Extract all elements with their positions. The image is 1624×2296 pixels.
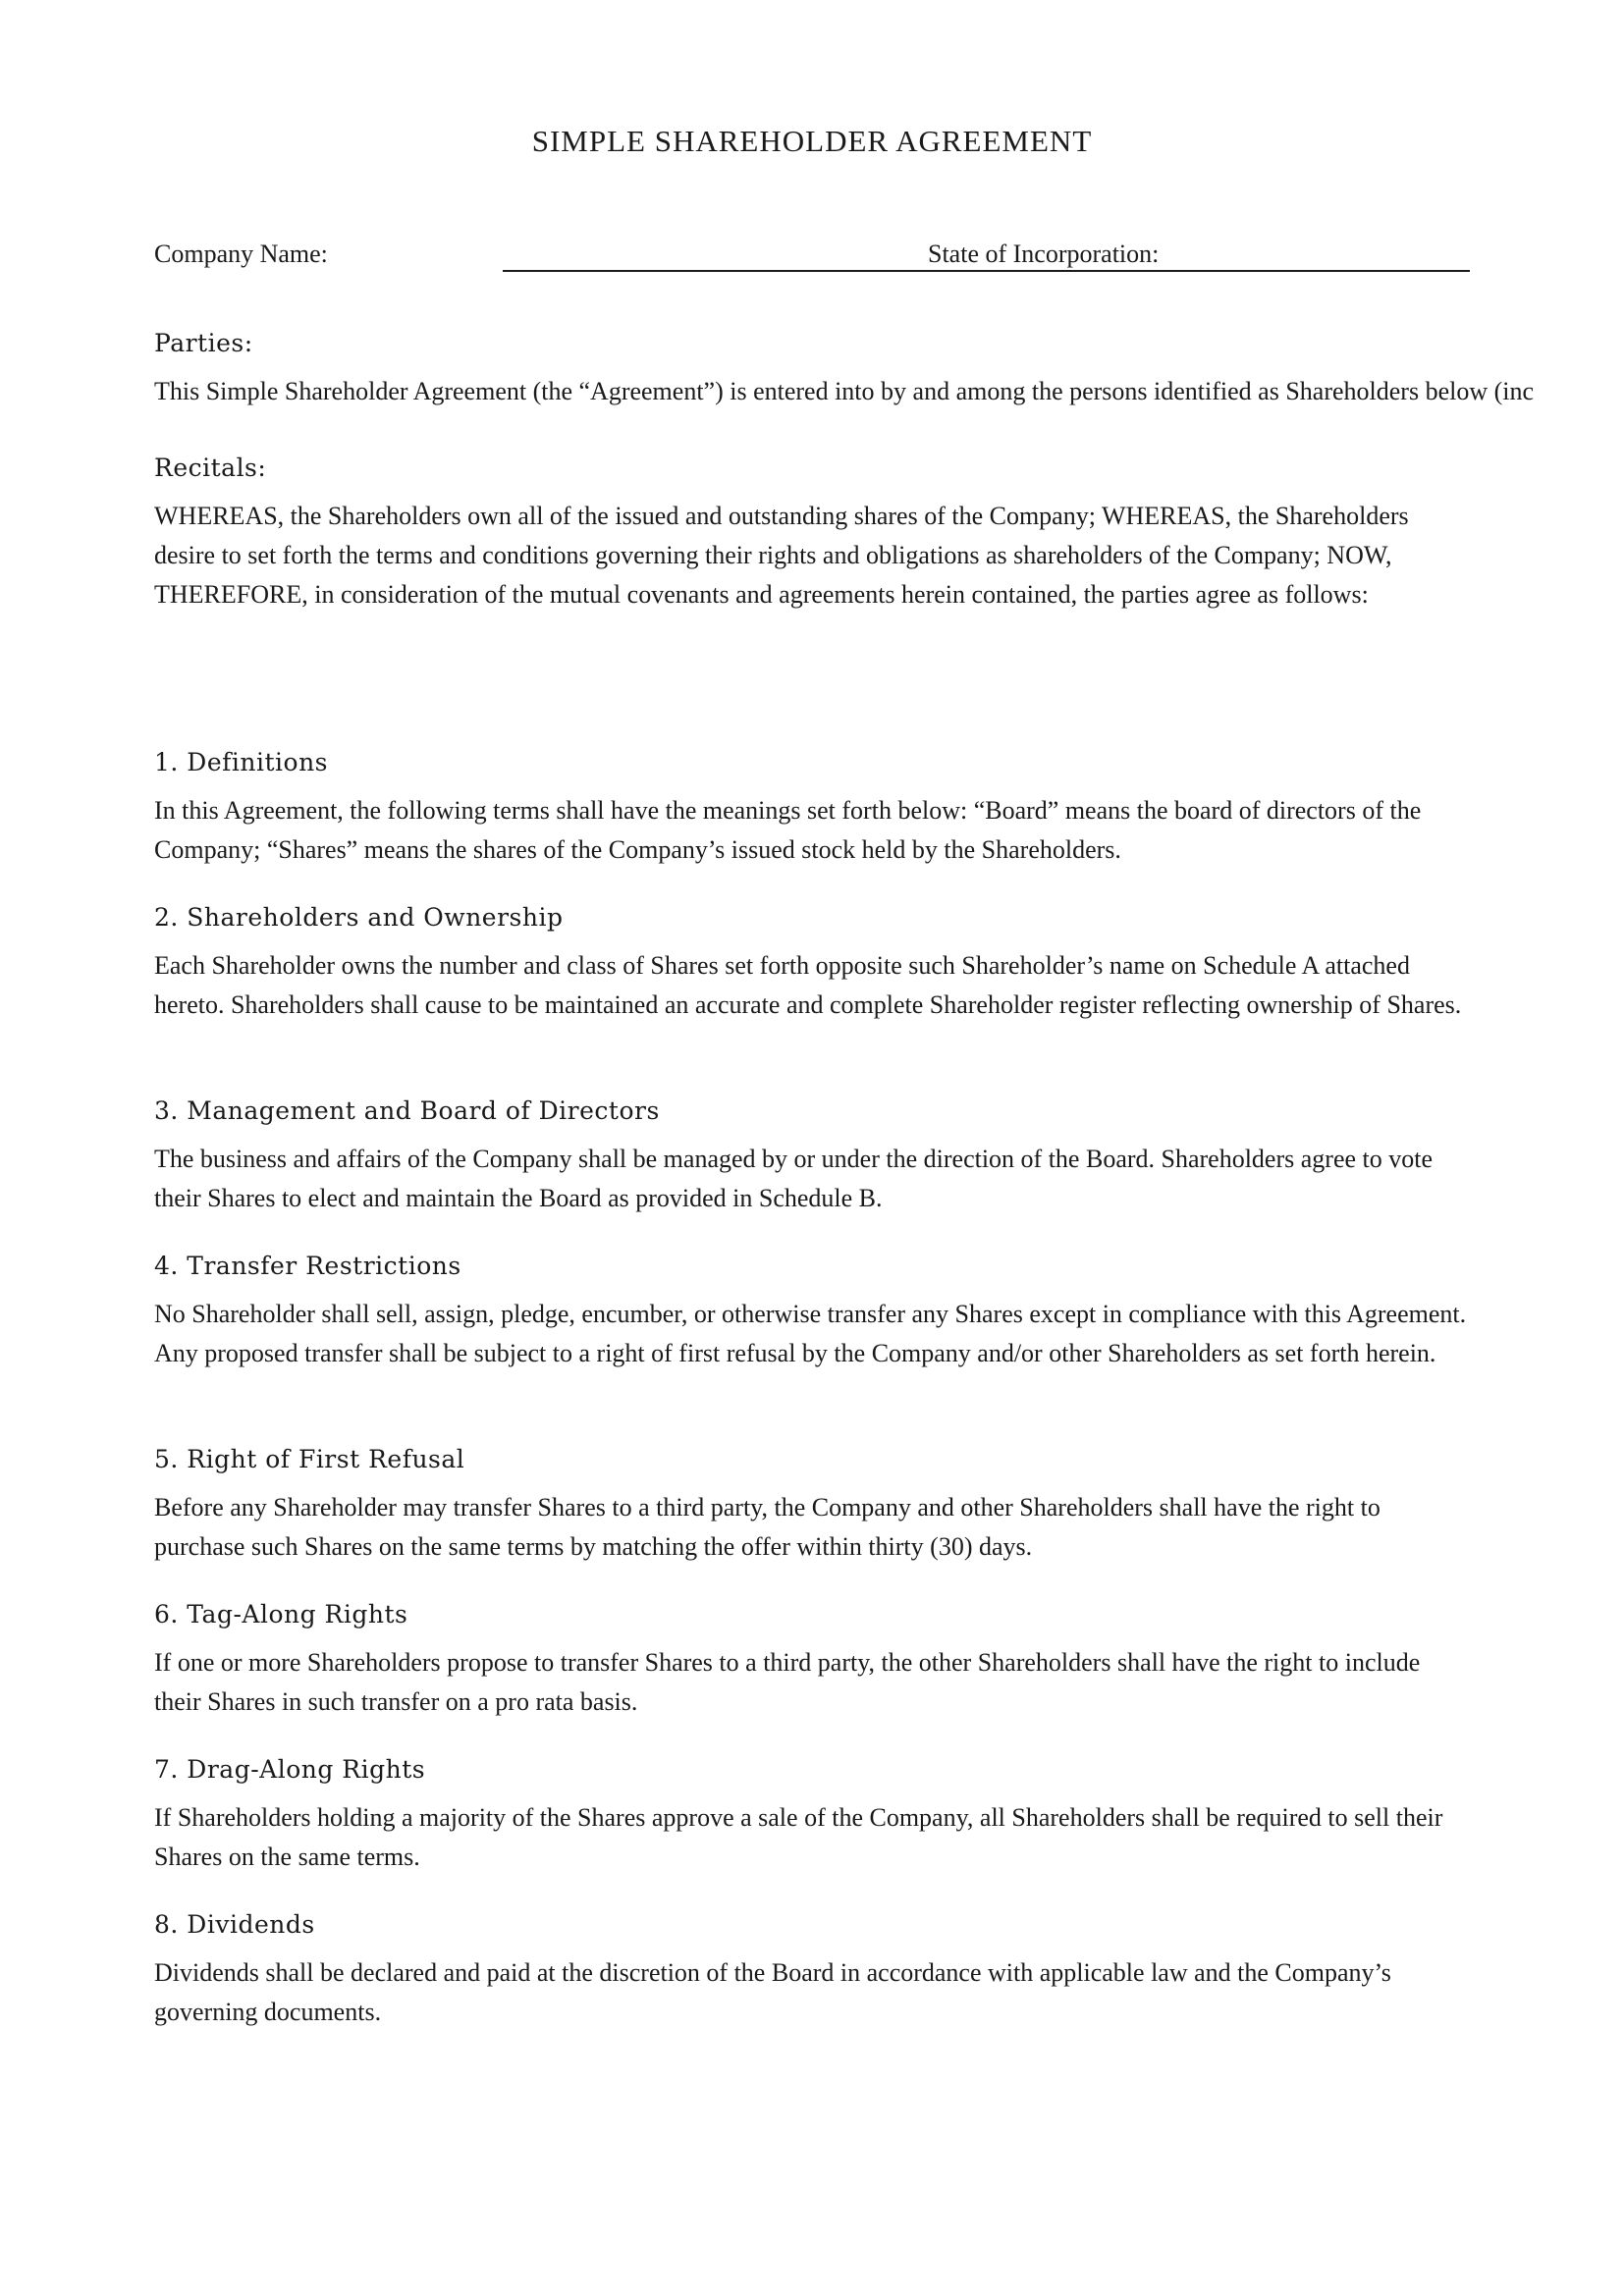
company-fields-row bbox=[154, 236, 1470, 275]
company-name-label: Company Name: bbox=[154, 240, 328, 268]
section-heading: 5. Right of First Refusal bbox=[154, 1445, 465, 1473]
parties-section bbox=[154, 329, 1535, 411]
section-text: The business and affairs of the Company shall be managed by or under the direction of the Board. Shareholders agree to vote their Shares to elect and maintain the Board as provided in Schedule B. bbox=[154, 1145, 1434, 1212]
section-heading: 4. Transfer Restrictions bbox=[154, 1252, 461, 1280]
section-heading: 3. Management and Board of Directors bbox=[154, 1096, 660, 1125]
section-text: Each Shareholder owns the number and class of Shares set forth opposite such Shareholder’s name on Schedule A attached hereto. Shareholders shall cause to be maintained an accurate and complete Shareholder register reflecting ownership of Shares. bbox=[154, 951, 1462, 1019]
section-definitions bbox=[154, 748, 1470, 870]
section-text: Before any Shareholder may transfer Shares to a third party, the Company and other Shareholders shall have the right to purchase such Shares on the same terms by matching the offer within thirty (30) days. bbox=[154, 1493, 1380, 1561]
section-text: If one or more Shareholders propose to transfer Shares to a third party, the other Shareholders shall have the right to include their Shares in such transfer on a pro rata basis. bbox=[154, 1648, 1421, 1716]
recitals-heading: Recitals: bbox=[154, 454, 267, 482]
section-text: No Shareholder shall sell, assign, pledge, encumber, or otherwise transfer any Shares except in compliance with this Agreement. Any proposed transfer shall be subject to a right of first refusal by the Company and/or other Shareholders as set forth herein. bbox=[154, 1300, 1467, 1367]
section-tag-along-rights bbox=[154, 1600, 1470, 1722]
company-name-line[interactable] bbox=[503, 270, 1470, 272]
section-drag-along-rights bbox=[154, 1755, 1470, 1877]
section-right-of-first-refusal bbox=[154, 1445, 1470, 1567]
recitals-text: WHEREAS, the Shareholders own all of the issued and outstanding shares of the Company; WHEREAS, the Shareholders desire to set forth the terms and conditions governing their rights and obligations as shareholders of the Company; NOW, THEREFORE, in consideration of the mutual covenants and agreements herein contained, the parties agree as follows: bbox=[154, 502, 1409, 609]
section-heading: 7. Drag-Along Rights bbox=[154, 1755, 426, 1784]
section-heading: 6. Tag-Along Rights bbox=[154, 1600, 408, 1629]
section-shareholders-ownership bbox=[154, 903, 1470, 1025]
section-heading: 8. Dividends bbox=[154, 1910, 315, 1939]
section-heading: 2. Shareholders and Ownership bbox=[154, 903, 564, 932]
section-text: If Shareholders holding a majority of the Shares approve a sale of the Company, all Shareholders shall be required to sell their Shares on the same terms. bbox=[154, 1803, 1443, 1871]
recitals-section bbox=[154, 454, 1470, 614]
section-heading: 1. Definitions bbox=[154, 748, 329, 776]
parties-heading: Parties: bbox=[154, 329, 253, 357]
state-of-incorporation-label: State of Incorporation: bbox=[928, 240, 1160, 268]
section-text: In this Agreement, the following terms shall have the meanings set forth below: “Board” means the board of directors of the Company; “Shares” means the shares of the Company’s issued stock held by the Shareholders. bbox=[154, 796, 1422, 864]
document-title: SIMPLE SHAREHOLDER AGREEMENT bbox=[531, 124, 1093, 158]
parties-text: This Simple Shareholder Agreement (the “Agreement”) is entered into by and among the persons identified as Shareholders below (inc bbox=[154, 377, 1535, 405]
section-transfer-restrictions bbox=[154, 1252, 1470, 1373]
section-management-board bbox=[154, 1096, 1470, 1218]
section-text: Dividends shall be declared and paid at the discretion of the Board in accordance with applicable law and the Company’s governing documents. bbox=[154, 1958, 1391, 2026]
section-dividends bbox=[154, 1910, 1470, 2032]
